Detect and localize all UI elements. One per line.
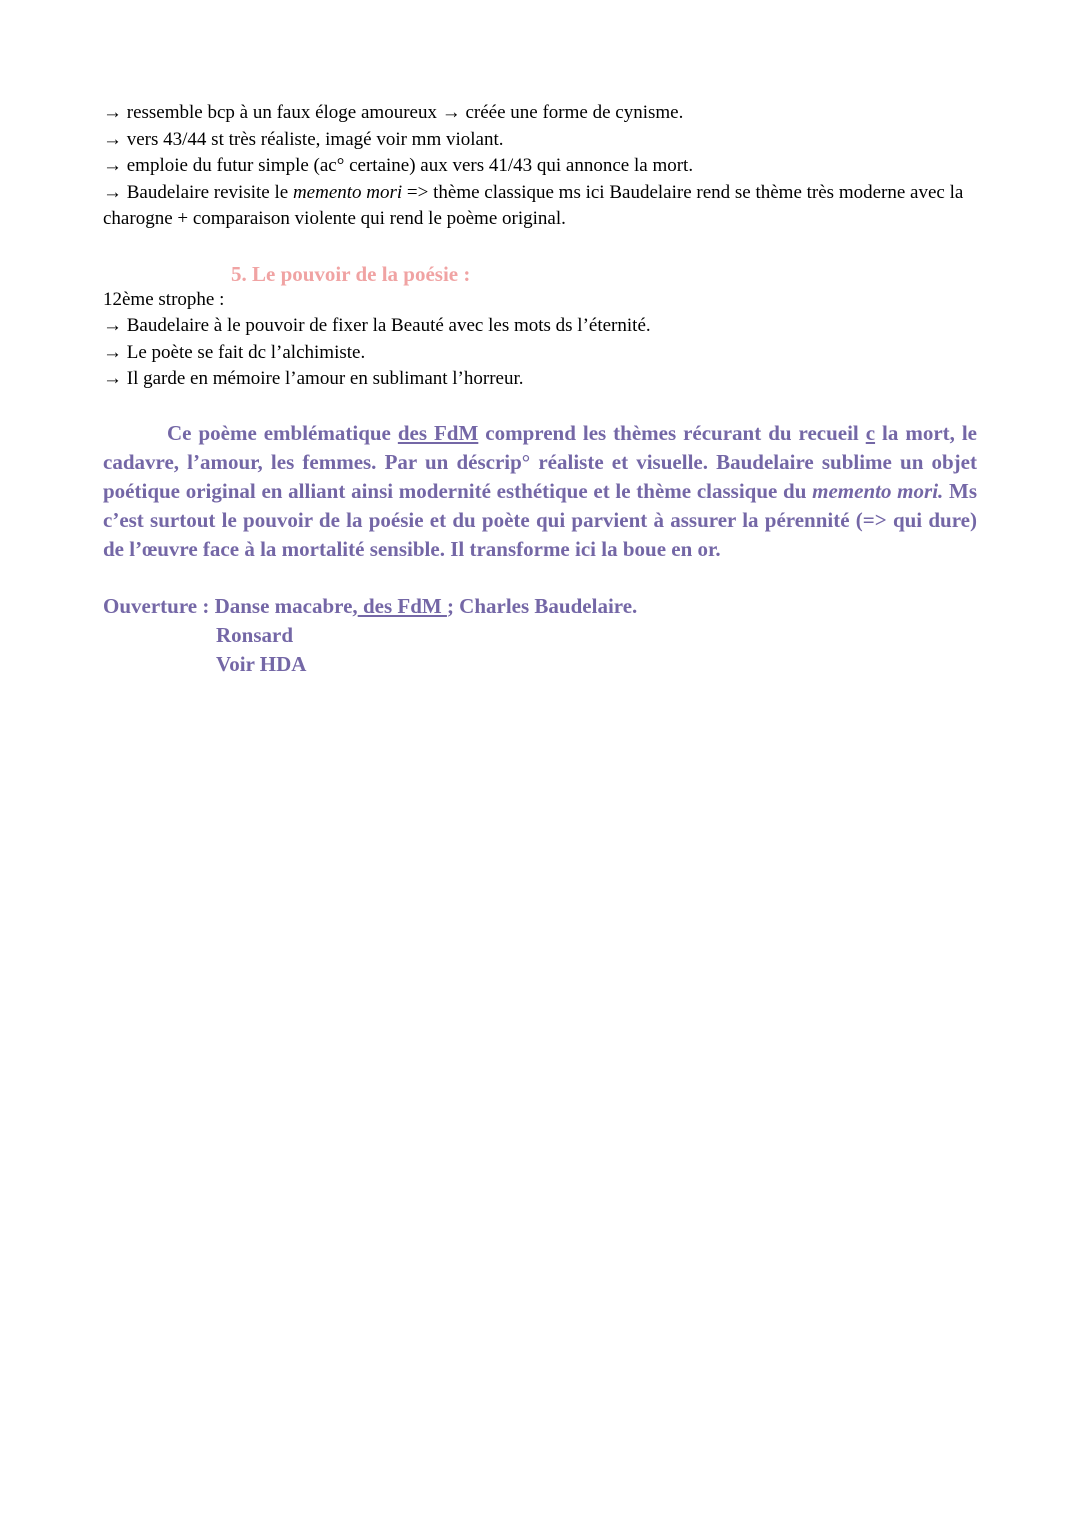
bullet-memento-mori-start: → Baudelaire revisite le bbox=[103, 181, 293, 203]
bullet-memento-mori bbox=[103, 180, 983, 233]
ouverture-line-2: Ronsard bbox=[216, 622, 294, 647]
conclusion-italic: memento mori. bbox=[812, 478, 944, 503]
section-item-beaute: → Baudelaire à le pouvoir de fixer la Beauté avec les mots ds l’éternité. bbox=[103, 315, 651, 336]
ouverture-rest: ; Charles Baudelaire. bbox=[446, 593, 638, 618]
conclusion-part-2: comprend les thèmes récurant du recueil bbox=[478, 420, 866, 445]
conclusion-part-1: Ce poème emblématique bbox=[167, 420, 398, 445]
bullet-cynisme: → ressemble bcp à un faux éloge amoureux → créée une forme de cynisme. bbox=[103, 102, 684, 123]
conclusion-part-3: la mort, le cadavre, l’amour, les femmes. Par un déscrip° réaliste et visuelle. Baudelaire sublime un objet poétique original en alliant ainsi modernité esthétique et le thème classique du bbox=[103, 420, 978, 503]
ouverture-line-3: Voir HDA bbox=[216, 651, 307, 676]
ouverture-label: Ouverture : Danse macabre, bbox=[103, 593, 358, 618]
section-heading: 5. Le pouvoir de la poésie : bbox=[231, 261, 471, 286]
section-item-memoire: → Il garde en mémoire l’amour en sublimant l’horreur. bbox=[103, 368, 524, 389]
section-intro: 12ème strophe : bbox=[103, 288, 225, 310]
conclusion-underline-fdm: des FdM bbox=[397, 420, 479, 445]
conclusion-part-4: Ms c’est surtout le pouvoir de la poésie et du poète qui parvient à assurer la pérennité (=> qui dure) de l’œuvre face à la mortalité sensible. Il transforme ici la boue en or. bbox=[103, 478, 977, 561]
bullet-futur-simple: → emploie du futur simple (ac° certaine) aux vers 41/43 qui annonce la mort. bbox=[103, 155, 694, 176]
section-item-alchimiste: → Le poète se fait dc l’alchimiste. bbox=[103, 341, 366, 363]
conclusion-paragraph bbox=[103, 419, 977, 564]
document-page bbox=[103, 100, 983, 679]
ouverture-underline: des FdM bbox=[357, 593, 447, 618]
conclusion-underline-c: c bbox=[865, 420, 876, 445]
bullet-memento-mori-italic: memento mori bbox=[292, 181, 403, 203]
ouverture-block bbox=[103, 592, 983, 679]
ouverture-line-1 bbox=[103, 592, 983, 621]
bullet-memento-mori-end: => thème classique ms ici Baudelaire rend se thème très moderne avec la charogne + comparaison violente qui rend le poème original. bbox=[103, 181, 964, 229]
bullet-vers-43-44: → vers 43/44 st très réaliste, imagé voir mm violant. bbox=[103, 128, 504, 150]
